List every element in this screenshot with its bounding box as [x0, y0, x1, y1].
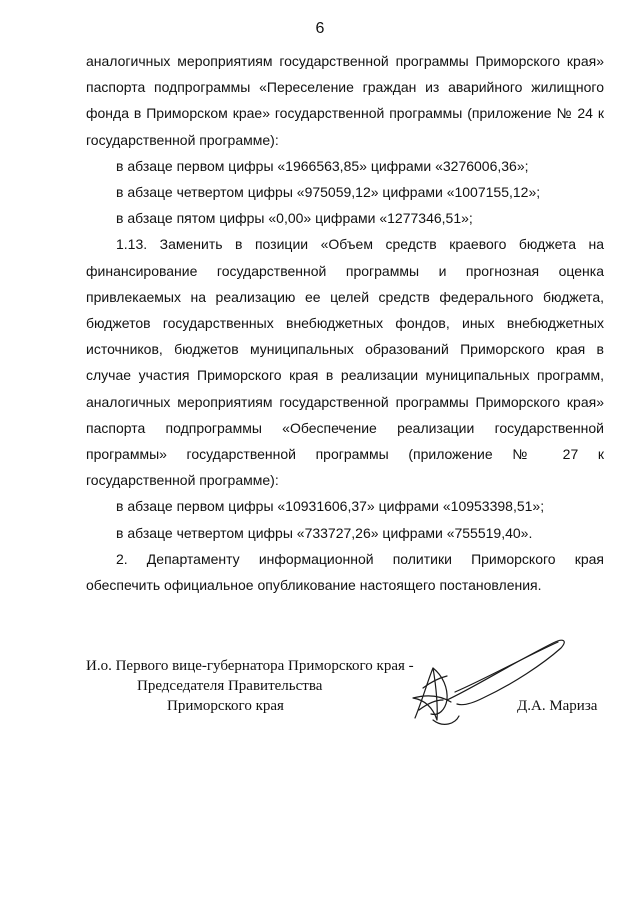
signatory-title-line2: Председателя Правительства	[137, 678, 323, 694]
paragraph: аналогичных мероприятиям государственной программы Приморского края» паспорта подпрограммы «Переселение граждан из аварийного жилищного фонда в Приморском крае» государственной программы (приложение № 24 к государственной программе):	[86, 53, 604, 148]
signatory-name: Д.А. Мариза	[517, 698, 598, 714]
signatory-title-line1: И.о. Первого вице-губернатора Приморского края -	[86, 658, 414, 674]
page-number: 6	[315, 20, 325, 37]
document-body	[86, 48, 604, 598]
paragraph: 1.13. Заменить в позиции «Объем средств краевого бюджета на финансирование государственной программы и прогнозная оценка привлекаемых на реализацию ее целей средств федерального бюджета, бюджетов государственных внебюджетных фондов, иных внебюджетных источников, бюджетов муниципальных образований Приморского края в случае участия Приморского края в реализации муниципальных программ, аналогичных мероприятиям государственной программы Приморского края» паспорта подпрограммы «Обеспечение реализации государственной программы» государственной программы (приложение № 27 к государственной программе):	[86, 236, 604, 489]
paragraph: в абзаце четвертом цифры «975059,12» цифрами «1007155,12»;	[116, 184, 541, 201]
paragraph: 2. Департаменту информационной политики Приморского края обеспечить официальное опубликование настоящего постановления.	[86, 550, 604, 594]
paragraph: в абзаце первом цифры «1966563,85» цифрами «3276006,36»;	[116, 157, 529, 174]
paragraph: в абзаце первом цифры «10931606,37» цифрами «10953398,51»;	[116, 498, 545, 515]
signatory-title-line3: Приморского края	[167, 698, 284, 714]
paragraph: в абзаце четвертом цифры «733727,26» цифрами «755519,40».	[116, 524, 533, 541]
paragraph: в абзаце пятом цифры «0,00» цифрами «1277346,51»;	[116, 210, 473, 227]
handwritten-signature	[403, 628, 573, 738]
